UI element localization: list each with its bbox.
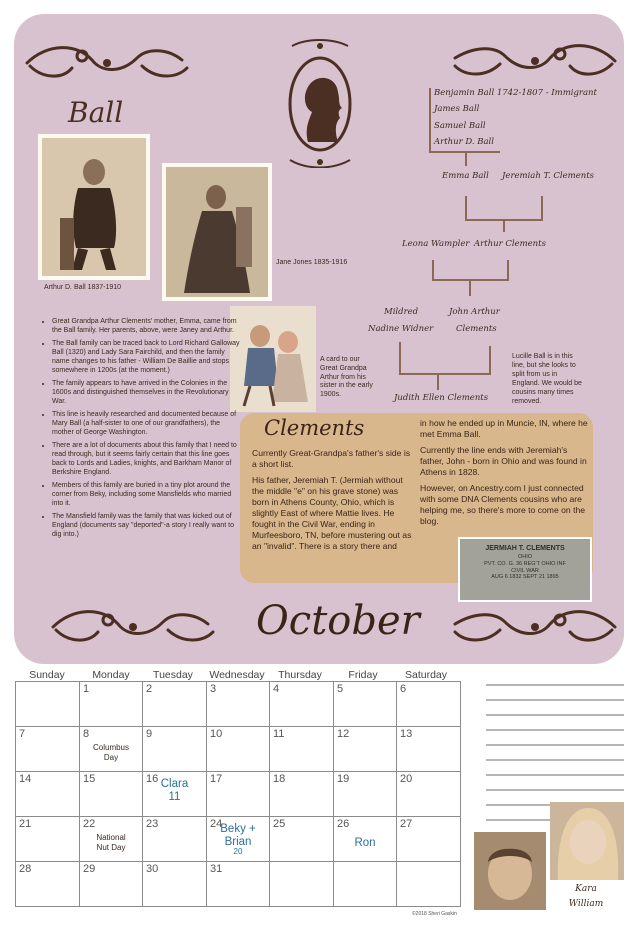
day-number: 29 [83, 863, 96, 875]
list-item: • There are a lot of documents about this family that I need to read through, but it seems fairly certain that this line goes back to Lords and Ladies, knights, and Barkham Manor of Berkshire England. [52, 442, 242, 478]
calendar-day-cell[interactable] [80, 817, 143, 862]
tree-line-james: James Ball [434, 104, 480, 114]
list-item: • The Ball family can be traced back to Lord Richard Galloway Ball (1320) and Lady Sara Fairchild, and then the family name changes to his father - William De Baillie and stops somewhere in 1200s (at the moment.) [52, 340, 242, 376]
gravestone-line: CIVIL WAR [511, 567, 539, 574]
day-number: 2 [146, 683, 153, 695]
calendar-day-cell[interactable] [143, 682, 207, 727]
clements-paragraph: in how he ended up in Muncie, IN, where he met Emma Ball. [420, 418, 588, 439]
calendar-day-cell[interactable] [397, 817, 461, 862]
weekday-wednesday: Wednesday [209, 669, 265, 681]
cameo-silhouette-icon [282, 38, 358, 168]
calendar-day-cell[interactable] [16, 772, 80, 817]
event-sublabel: 11 [168, 790, 181, 803]
calendar-day-cell[interactable] [143, 772, 207, 817]
list-item: • Great Grandpa Arthur Clements' mother, Emma, came from the Ball family. Her parents, above, were Janey and Arthur. [52, 318, 242, 336]
girl-portrait-icon [550, 802, 624, 880]
month-title: October [256, 598, 420, 644]
calendar-event [334, 837, 396, 850]
day-number: 13 [400, 728, 413, 740]
calendar-event [207, 823, 269, 857]
calendar-event [80, 833, 142, 854]
day-number: 23 [146, 818, 159, 830]
tree-jeremiah: Jeremiah T. Clements [502, 171, 594, 181]
tree-leona: Leona Wampler [402, 239, 470, 249]
lucille-note: Lucille Ball is in this line, but she looks to split from us in England. We would be cousins many times removed. [512, 353, 582, 406]
photo-william [474, 832, 546, 910]
calendar-event [80, 743, 142, 764]
kid-name-kara: Kara [575, 884, 597, 894]
event-sublabel: 20 [233, 847, 243, 857]
day-number: 19 [337, 773, 350, 785]
day-number: 5 [337, 683, 344, 695]
calendar-day-cell[interactable] [16, 862, 80, 907]
calendar-day-cell[interactable] [143, 817, 207, 862]
caption-card: A card to our Great Grandpa Arthur from his sister in the early 1900s. [320, 356, 373, 398]
calendar-day-cell[interactable] [207, 772, 270, 817]
tree-line-samuel: Samuel Ball [434, 121, 486, 131]
gravestone-photo [458, 537, 592, 602]
clements-left-column [252, 448, 412, 557]
caption-jane: Jane Jones 1835-1916 [276, 259, 348, 266]
list-item: • Members of this family are buried in a tiny plot around the corner from Beky, including some Mansfields who married into it. [52, 482, 242, 509]
calendar-week-row [16, 862, 461, 907]
day-number: 16 [146, 773, 159, 785]
calendar-day-cell[interactable] [143, 727, 207, 772]
swirl-ornament-bottom-left [48, 602, 218, 652]
tree-line-arthur-d: Arthur D. Ball [434, 137, 494, 147]
list-item: • This line is heavily researched and documented because of Mary Ball (a half-sister to one of our grandfathers), the mother of George Washington. [52, 411, 242, 438]
list-item: • The Mansfield family was the family that was kicked out of England (documents say "deported"-a story I really want to dig into.) [52, 513, 242, 540]
clements-paragraph: His father, Jeremiah T. (Jermiah without the middle "e" on his grave stone) was born in Athens County, Ohio, which is slightly East of where Mattie lives. He fought in the Civil War, ending in Murfeesboro, TN, before mustering out as an "invalid". There is a story there and [252, 475, 412, 551]
day-number: 9 [146, 728, 153, 740]
day-number: 12 [337, 728, 350, 740]
weekday-tuesday: Tuesday [153, 669, 193, 681]
calendar-day-cell[interactable] [397, 682, 461, 727]
tree-nadine: Nadine Widner [368, 324, 434, 334]
day-number: 21 [19, 818, 32, 830]
caption-arthur: Arthur D. Ball 1837-1910 [44, 284, 122, 291]
calendar-day-cell[interactable] [334, 817, 397, 862]
event-label: Ron [354, 837, 376, 849]
clements-paragraph: However, on Ancestry.com I just connected with some DNA Clements cousins who are helping me, so there's more to come on the blog. [420, 483, 586, 526]
calendar-day-cell[interactable] [397, 862, 461, 907]
gravestone-line: JERMIAH T. CLEMENTS [485, 545, 565, 552]
calendar-day-cell[interactable] [80, 862, 143, 907]
calendar-day-cell[interactable] [270, 817, 334, 862]
calendar-week-row [16, 682, 461, 727]
day-number: 26 [337, 818, 350, 830]
calendar-day-cell[interactable] [143, 862, 207, 907]
seated-woman-icon [166, 167, 268, 297]
day-number: 3 [210, 683, 217, 695]
ball-facts-list [38, 318, 242, 544]
swirl-ornament-top-left [22, 38, 192, 88]
calendar-day-cell[interactable] [207, 862, 270, 907]
calendar-day-cell[interactable] [334, 772, 397, 817]
day-number: 25 [273, 818, 286, 830]
day-number: 24 [210, 818, 223, 830]
calendar-day-cell[interactable] [80, 727, 143, 772]
calendar-day-cell[interactable] [270, 772, 334, 817]
day-number: 22 [83, 818, 96, 830]
tree-mildred: Mildred [384, 307, 419, 317]
tree-judith: Judith Ellen Clements [394, 393, 489, 403]
event-label: Beky + Brian [220, 823, 256, 848]
calendar-day-cell[interactable] [207, 727, 270, 772]
event-label: Columbus Day [92, 743, 129, 763]
calendar-day-cell[interactable] [334, 682, 397, 727]
swirl-ornament-top-right [450, 36, 620, 86]
day-number: 27 [400, 818, 413, 830]
calendar-day-cell[interactable] [270, 727, 334, 772]
calendar-day-cell[interactable] [16, 727, 80, 772]
calendar-week-row [16, 727, 461, 772]
boy-portrait-icon [474, 832, 546, 910]
calendar-day-cell[interactable] [270, 682, 334, 727]
tree-john: John Arthur [449, 307, 500, 317]
weekday-sunday: Sunday [29, 669, 65, 681]
gravestone-line: PVT. CO. G. 36 REG'T OHIO INF [484, 560, 566, 567]
day-number: 30 [146, 863, 159, 875]
day-number: 10 [210, 728, 223, 740]
day-number: 8 [83, 728, 90, 740]
day-number: 20 [400, 773, 413, 785]
clements-paragraph: Currently Great-Grandpa's father's side is a short list. [252, 448, 411, 469]
gravestone-line: AUG 6 1832 SEPT 21 1895 [491, 574, 559, 581]
kid-name-william: William [568, 899, 604, 909]
day-number: 7 [19, 728, 26, 740]
photo-jane-jones [162, 163, 272, 301]
photo-card [230, 306, 316, 412]
weekday-friday: Friday [348, 669, 378, 681]
list-item: • The family appears to have arrived in the Colonies in the 1600s and distinguished themselves in the Revolutionary War. [52, 380, 242, 407]
calendar-day-cell[interactable] [207, 817, 270, 862]
photo-kara [550, 802, 624, 880]
weekday-saturday: Saturday [404, 669, 448, 681]
calendar-grid [15, 681, 461, 907]
calendar-day-cell[interactable] [16, 817, 80, 862]
tree-emma: Emma Ball [442, 171, 489, 181]
calendar-day-cell[interactable] [334, 862, 397, 907]
tree-line-benjamin: Benjamin Ball 1742-1807 - Immigrant [434, 88, 597, 98]
photo-arthur-ball [38, 134, 150, 280]
day-number: 6 [400, 683, 407, 695]
weekday-monday: Monday [92, 669, 130, 681]
swirl-ornament-bottom-right [450, 602, 620, 652]
day-number: 18 [273, 773, 286, 785]
calendar-day-cell[interactable] [397, 772, 461, 817]
clements-paragraph: Currently the line ends with Jeremiah's father, John - born in Ohio and was found in Athens in 1828. [420, 445, 587, 477]
day-number: 14 [19, 773, 32, 785]
calendar-day-cell[interactable] [270, 862, 334, 907]
event-label: Clara [160, 778, 189, 790]
calendar-day-cell[interactable] [80, 772, 143, 817]
clements-right-column [420, 418, 588, 532]
copyright-text: ©2018 Sheri Gaskin [412, 911, 457, 917]
day-number: 11 [273, 728, 285, 740]
weekday-thursday: Thursday [278, 669, 322, 681]
day-number: 4 [273, 683, 280, 695]
calendar-day-cell[interactable] [207, 682, 270, 727]
gravestone-line: OHIO [517, 553, 533, 560]
family-title: Ball [68, 96, 124, 129]
seated-man-icon [42, 138, 146, 276]
tree-arthur-c: Arthur Clements [474, 239, 546, 249]
calendar-day-cell[interactable] [334, 727, 397, 772]
event-label: National Nut Day [96, 833, 126, 853]
day-number: 17 [210, 773, 223, 785]
calendar-day-cell[interactable] [397, 727, 461, 772]
clements-title: Clements [264, 416, 365, 440]
day-number: 28 [19, 863, 32, 875]
day-number: 31 [210, 863, 223, 875]
calendar-week-row [16, 817, 461, 862]
calendar-event [143, 778, 206, 803]
calendar-week-row [16, 772, 461, 817]
calendar-day-cell[interactable] [80, 682, 143, 727]
day-number: 1 [83, 683, 90, 695]
calendar-day-cell[interactable] [16, 682, 80, 727]
day-number: 15 [83, 773, 96, 785]
tree-clements: Clements [456, 324, 497, 334]
vintage-card-icon [230, 306, 316, 412]
